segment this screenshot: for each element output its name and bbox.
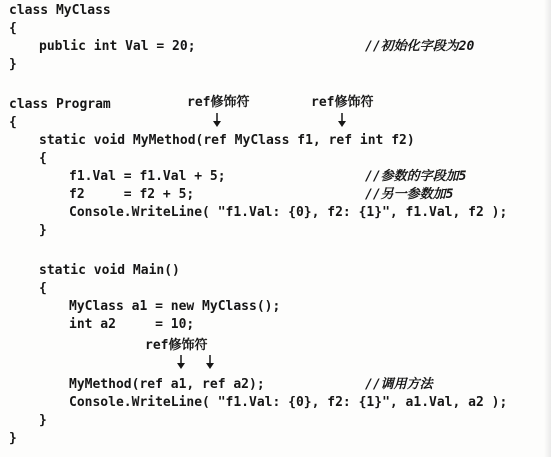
- code-line-open-brace-1: {: [9, 21, 17, 36]
- code-line-new-myclass: MyClass a1 = new MyClass();: [69, 299, 281, 314]
- code-comment-call-method: //调用方法: [365, 377, 433, 392]
- code-line-field-val: public int Val = 20;: [39, 39, 196, 54]
- code-line-int-a2: int a2 = 10;: [69, 317, 195, 332]
- code-line-f2-plus: f2 = f2 + 5;: [69, 187, 195, 202]
- ref-modifier-label-2: ref修饰符: [311, 95, 374, 110]
- code-line-close-brace-5: }: [9, 431, 17, 446]
- code-line-console-write-1: Console.WriteLine( "f1.Val: {0}, f2: {1}", f1.Val, f2 );: [69, 205, 508, 220]
- code-line-main-signature: static void Main(): [39, 263, 180, 278]
- ref-modifier-label-1: ref修饰符: [187, 95, 250, 110]
- code-comment-init-field: //初始化字段为20: [365, 39, 475, 54]
- code-line-class-program: class Program: [9, 97, 111, 112]
- ref-modifier-label-3: ref修饰符: [145, 338, 208, 353]
- code-line-f1-val-plus: f1.Val = f1.Val + 5;: [69, 169, 226, 184]
- down-arrow-icon: [176, 354, 186, 370]
- code-comment-param-field: //参数的字段加5: [365, 169, 467, 184]
- code-line-close-brace-4: }: [39, 413, 47, 428]
- code-line-open-brace-2: {: [9, 115, 17, 130]
- code-line-class-myclass: class MyClass: [9, 3, 111, 18]
- code-comment-other-param: //另一参数加5: [365, 187, 454, 202]
- code-line-open-brace-3: {: [39, 151, 47, 166]
- code-line-console-write-2: Console.WriteLine( "f1.Val: {0}, f2: {1}", a1.Val, a2 );: [69, 395, 508, 410]
- down-arrow-icon: [337, 112, 347, 128]
- code-line-close-brace-3: }: [39, 223, 47, 238]
- code-line-mymethod-call: MyMethod(ref a1, ref a2);: [69, 377, 265, 392]
- code-line-close-brace-1: }: [9, 57, 17, 72]
- code-line-mymethod-signature: static void MyMethod(ref MyClass f1, ref int f2): [39, 133, 415, 148]
- down-arrow-icon: [205, 354, 215, 370]
- down-arrow-icon: [212, 112, 222, 128]
- page-edge-shadow: [544, 0, 551, 457]
- code-line-open-brace-4: {: [39, 281, 47, 296]
